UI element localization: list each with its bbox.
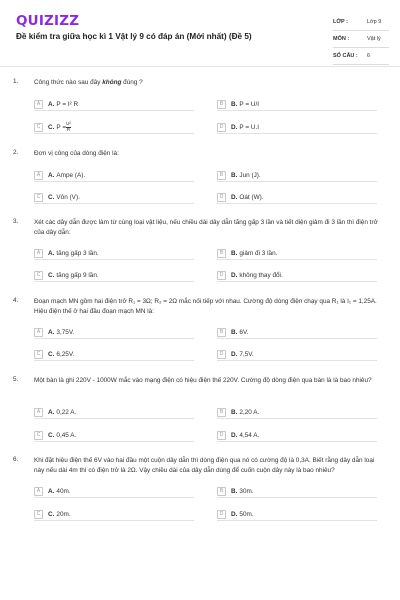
option-letter: A. bbox=[48, 249, 55, 257]
option-b[interactable] bbox=[217, 485, 377, 497]
question-text bbox=[34, 78, 382, 88]
option-badge: C bbox=[34, 193, 43, 202]
option-letter: D. bbox=[231, 350, 238, 358]
option-badge: B bbox=[217, 487, 226, 496]
option-badge: B bbox=[217, 408, 226, 417]
option-badge: A bbox=[34, 328, 43, 337]
option-underline bbox=[34, 181, 194, 182]
option-underline bbox=[34, 259, 194, 260]
option-badge: A bbox=[34, 487, 43, 496]
option-text: Jun (J). bbox=[239, 171, 261, 179]
fraction-numerator: U² bbox=[66, 121, 71, 126]
question-text: Một bàn là ghi 220V - 1000W mắc vào mạng điện có hiệu điện thế 220V. Cường độ dòng điện qua bàn là là bao nhiêu? bbox=[34, 377, 372, 384]
option-letter: B. bbox=[231, 249, 238, 257]
option-c[interactable] bbox=[34, 121, 194, 133]
option-b[interactable] bbox=[217, 247, 377, 259]
option-letter: A. bbox=[48, 100, 55, 108]
option-letter: B. bbox=[231, 408, 238, 416]
option-text: P = U/I bbox=[239, 100, 260, 108]
option-a[interactable] bbox=[34, 406, 194, 418]
option-badge: D bbox=[217, 193, 226, 202]
option-underline bbox=[217, 181, 377, 182]
option-badge: A bbox=[34, 249, 43, 258]
option-letter: D. bbox=[231, 271, 238, 279]
option-badge: B bbox=[217, 171, 226, 180]
option-text: 3,75V. bbox=[56, 328, 75, 336]
option-a[interactable] bbox=[34, 247, 194, 259]
option-d[interactable] bbox=[217, 508, 377, 520]
option-a[interactable] bbox=[34, 326, 194, 338]
option-text: P = I² R bbox=[56, 100, 79, 108]
option-letter: D. bbox=[231, 193, 238, 201]
option-badge: C bbox=[34, 123, 43, 132]
option-underline bbox=[34, 360, 194, 361]
option-d[interactable] bbox=[217, 121, 377, 133]
option-a[interactable] bbox=[34, 98, 194, 110]
option-underline bbox=[34, 281, 194, 282]
meta-row-grade bbox=[333, 14, 389, 31]
option-text: 7,5V. bbox=[239, 350, 254, 358]
question-text: Đơn vị công của dòng điện là: bbox=[34, 150, 119, 157]
option-underline bbox=[34, 133, 194, 134]
option-c[interactable] bbox=[34, 269, 194, 281]
option-c[interactable] bbox=[34, 508, 194, 520]
quizizz-logo: QUIZIZZ bbox=[16, 13, 80, 29]
option-badge: A bbox=[34, 100, 43, 109]
question-text: Đoạn mạch MN gồm hai điện trở R₁ = 3Ω; R₂ = 2Ω mắc nối tiếp với nhau. Cường độ dòng điện chạy qua R₁ là I₁ = 1,25A. Hiệu điện thế ở hai đầu đoạn mạch MN là: bbox=[34, 298, 377, 315]
option-badge: C bbox=[34, 271, 43, 280]
option-b[interactable] bbox=[217, 406, 377, 418]
option-badge: B bbox=[217, 328, 226, 337]
option-underline bbox=[34, 203, 194, 204]
option-badge: A bbox=[34, 408, 43, 417]
option-text: giảm đi 3 lần. bbox=[239, 249, 278, 257]
option-underline bbox=[217, 203, 377, 204]
meta-label: MÔN : bbox=[333, 36, 350, 42]
question-number: 4. bbox=[13, 297, 19, 304]
option-letter: B. bbox=[231, 328, 238, 336]
option-underline bbox=[217, 418, 377, 419]
option-text: không thay đổi. bbox=[239, 271, 283, 279]
option-underline bbox=[34, 110, 194, 111]
option-underline bbox=[34, 418, 194, 419]
meta-row-count bbox=[333, 48, 389, 65]
option-b[interactable] bbox=[217, 98, 377, 110]
option-text: Ampe (A). bbox=[56, 171, 86, 179]
option-badge: C bbox=[34, 431, 43, 440]
option-letter: B. bbox=[231, 100, 238, 108]
option-text: 20m. bbox=[56, 510, 71, 518]
header-divider bbox=[0, 66, 400, 67]
option-d[interactable] bbox=[217, 348, 377, 360]
option-text: Oát (W). bbox=[239, 193, 264, 201]
meta-value: Lớp 9 bbox=[367, 19, 382, 25]
option-letter: A. bbox=[48, 487, 55, 495]
option-b[interactable] bbox=[217, 326, 377, 338]
question-number: 6. bbox=[13, 456, 19, 463]
option-underline bbox=[217, 360, 377, 361]
option-c[interactable] bbox=[34, 429, 194, 441]
option-text: 4,54 A. bbox=[239, 431, 260, 439]
question-number: 2. bbox=[13, 149, 19, 156]
option-d[interactable] bbox=[217, 191, 377, 203]
option-letter: B. bbox=[231, 171, 238, 179]
option-badge: D bbox=[217, 271, 226, 280]
option-letter: B. bbox=[231, 487, 238, 495]
worksheet-title: Đề kiểm tra giữa học kì 1 Vật lý 9 có đáp án (Mới nhất) (Đề 5) bbox=[16, 32, 252, 41]
option-underline bbox=[217, 441, 377, 442]
option-badge: D bbox=[217, 431, 226, 440]
option-badge: C bbox=[34, 350, 43, 359]
option-letter: A. bbox=[48, 408, 55, 416]
option-a[interactable] bbox=[34, 169, 194, 181]
option-underline bbox=[217, 338, 377, 339]
option-letter: A. bbox=[48, 328, 55, 336]
question-number: 3. bbox=[13, 218, 19, 225]
option-underline bbox=[217, 110, 377, 111]
option-underline bbox=[34, 441, 194, 442]
option-fraction bbox=[66, 122, 71, 132]
option-b[interactable] bbox=[217, 169, 377, 181]
option-badge: B bbox=[217, 249, 226, 258]
meta-value: 6 bbox=[367, 53, 371, 59]
option-text: 50m. bbox=[239, 510, 254, 518]
question-text-part: đúng ? bbox=[121, 79, 143, 86]
option-underline bbox=[34, 338, 194, 339]
meta-value: Vật lý bbox=[367, 36, 381, 42]
option-letter: C. bbox=[48, 193, 55, 201]
option-underline bbox=[217, 281, 377, 282]
option-text: P = U.I bbox=[239, 123, 260, 131]
option-text: 6,25V. bbox=[56, 350, 75, 358]
option-badge: D bbox=[217, 123, 226, 132]
option-letter: D. bbox=[231, 123, 238, 131]
option-text: tăng gấp 3 lần. bbox=[56, 249, 99, 257]
option-letter: C. bbox=[48, 431, 55, 439]
meta-label: SỐ CÂU : bbox=[333, 53, 358, 59]
question-text-part: Công thức nào sau đây bbox=[34, 79, 103, 86]
question-text-emphasis: không bbox=[102, 79, 122, 86]
option-text: 0,45 A. bbox=[56, 431, 77, 439]
question-text: Xét các dây dẫn được làm từ cùng loại vật liệu, nếu chiều dài dây dẫn tăng gấp 3 lần và tiết diện giảm đi 3 lần thì điện trở của dây dẫn: bbox=[34, 219, 378, 236]
meta-row-subject bbox=[333, 31, 389, 48]
option-letter: C. bbox=[48, 123, 55, 131]
question-number: 5. bbox=[13, 376, 19, 383]
option-badge: D bbox=[217, 350, 226, 359]
option-badge: A bbox=[34, 171, 43, 180]
option-d[interactable] bbox=[217, 269, 377, 281]
option-underline bbox=[217, 520, 377, 521]
option-underline bbox=[217, 497, 377, 498]
option-underline bbox=[34, 520, 194, 521]
meta-label: LỚP : bbox=[333, 19, 348, 25]
option-letter: D. bbox=[231, 510, 238, 518]
option-underline bbox=[34, 497, 194, 498]
option-text: 2,20 A. bbox=[239, 408, 260, 416]
option-badge: B bbox=[217, 100, 226, 109]
option-text: 30m. bbox=[239, 487, 254, 495]
option-badge: C bbox=[34, 510, 43, 519]
option-badge: D bbox=[217, 510, 226, 519]
option-a[interactable] bbox=[34, 485, 194, 497]
option-text: 0,22 A. bbox=[56, 408, 77, 416]
option-letter: C. bbox=[48, 350, 55, 358]
option-text: tăng gấp 9 lần. bbox=[56, 271, 99, 279]
option-d[interactable] bbox=[217, 429, 377, 441]
option-text: 40m. bbox=[56, 487, 71, 495]
question-number: 1. bbox=[13, 78, 19, 85]
option-c[interactable] bbox=[34, 348, 194, 360]
option-text: P = bbox=[56, 123, 67, 131]
option-letter: D. bbox=[231, 431, 238, 439]
option-c[interactable] bbox=[34, 191, 194, 203]
option-letter: C. bbox=[48, 271, 55, 279]
worksheet-header bbox=[0, 0, 400, 64]
option-underline bbox=[217, 133, 377, 134]
question-text: Khi đặt hiệu điện thế 6V vào hai đầu một cuộn dây dẫn thì dòng điện qua nó có cường độ là 0,3A. Biết rằng dây dẫn loại này nếu dài 4m thì có điện trở là 2Ω. Vậy chiều dài của dây dẫn dùng để cuốn cuộn dây này là bao nhiêu? bbox=[34, 457, 375, 474]
option-letter: A. bbox=[48, 171, 55, 179]
fraction-denominator: R bbox=[66, 126, 71, 132]
meta-table bbox=[333, 14, 389, 65]
option-underline bbox=[217, 259, 377, 260]
option-text: 6V. bbox=[239, 328, 249, 336]
option-letter: C. bbox=[48, 510, 55, 518]
option-text: Vôn (V). bbox=[56, 193, 80, 201]
